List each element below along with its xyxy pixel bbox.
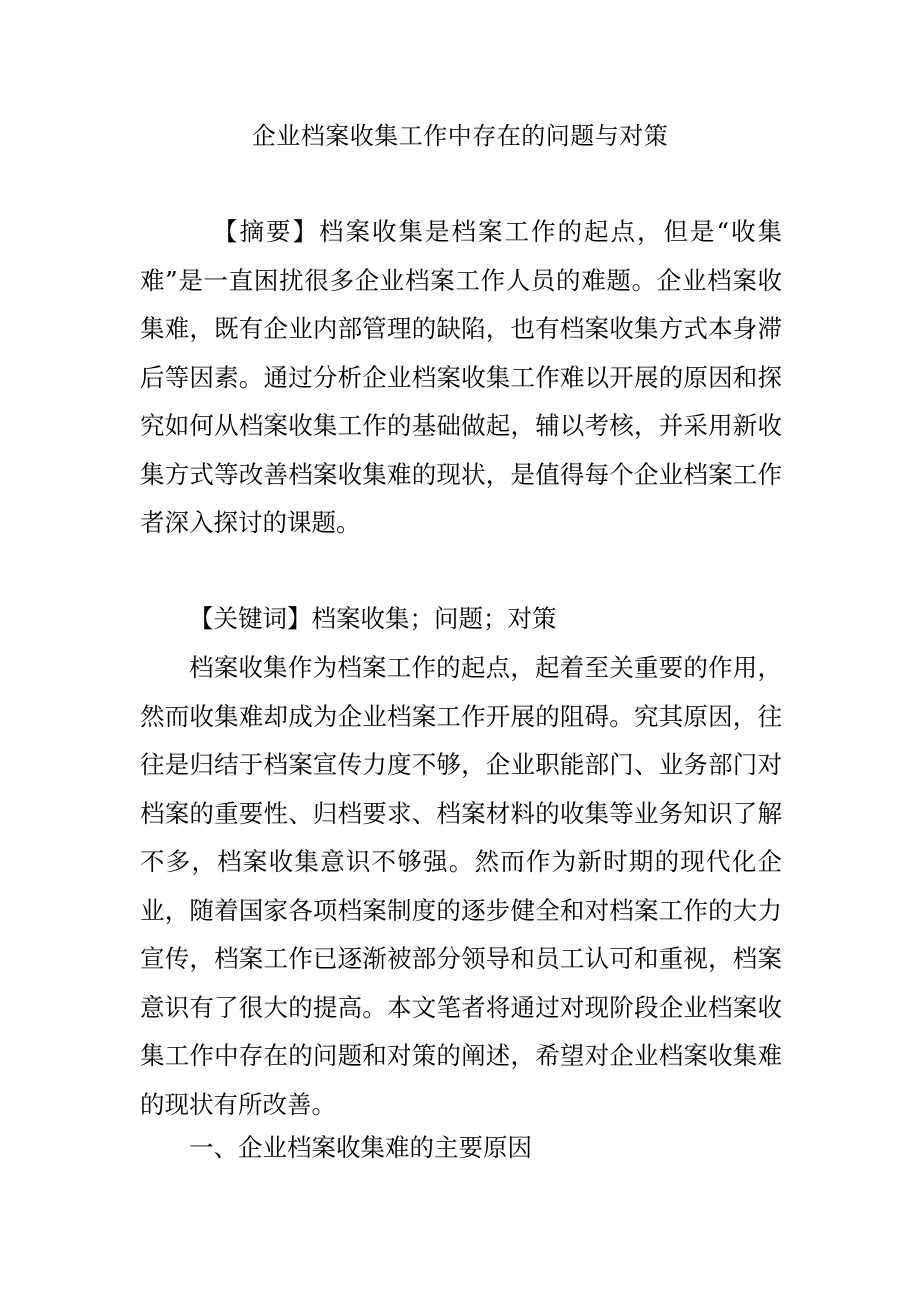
body-paragraph: 档案收集作为档案工作的起点，起着至关重要的作用，然而收集难却成为企业档案工作开展的阻碍。究其原因，往往是归结于档案宣传力度不够，企业职能部门、业务部门对档案的重要性、归档要求、档案材料的收集等业务知识了解不多，档案收集意识不够强。然而作为新时期的现代化企业，随着国家各项档案制度的逐步健全和对档案工作的大力宣传，档案工作已逐渐被部分领导和员工认可和重视，档案意识有了很大的提高。本文笔者将通过对现阶段企业档案收集工作中存在的问题和对策的阐述，希望对企业档案收集难的现状有所改善。 [140, 653, 782, 1119]
document-title: 企业档案收集工作中存在的问题与对策 [251, 122, 669, 150]
section-heading: 一、企业档案收集难的主要原因 [189, 1133, 532, 1162]
abstract-paragraph: 【摘要】档案收集是档案工作的起点，但是“收集难”是一直困扰很多企业档案工作人员的难题。企业档案收集难，既有企业内部管理的缺陷，也有档案收集方式本身滞后等因素。通过分析企业档案收集工作难以开展的原因和探究如何从档案收集工作的基础做起，辅以考核，并采用新收集方式等改善档案收集难的现状，是值得每个企业档案工作者深入探讨的课题。 [140, 217, 782, 537]
keywords-paragraph: 【关键词】档案收集；问题；对策 [189, 604, 557, 633]
